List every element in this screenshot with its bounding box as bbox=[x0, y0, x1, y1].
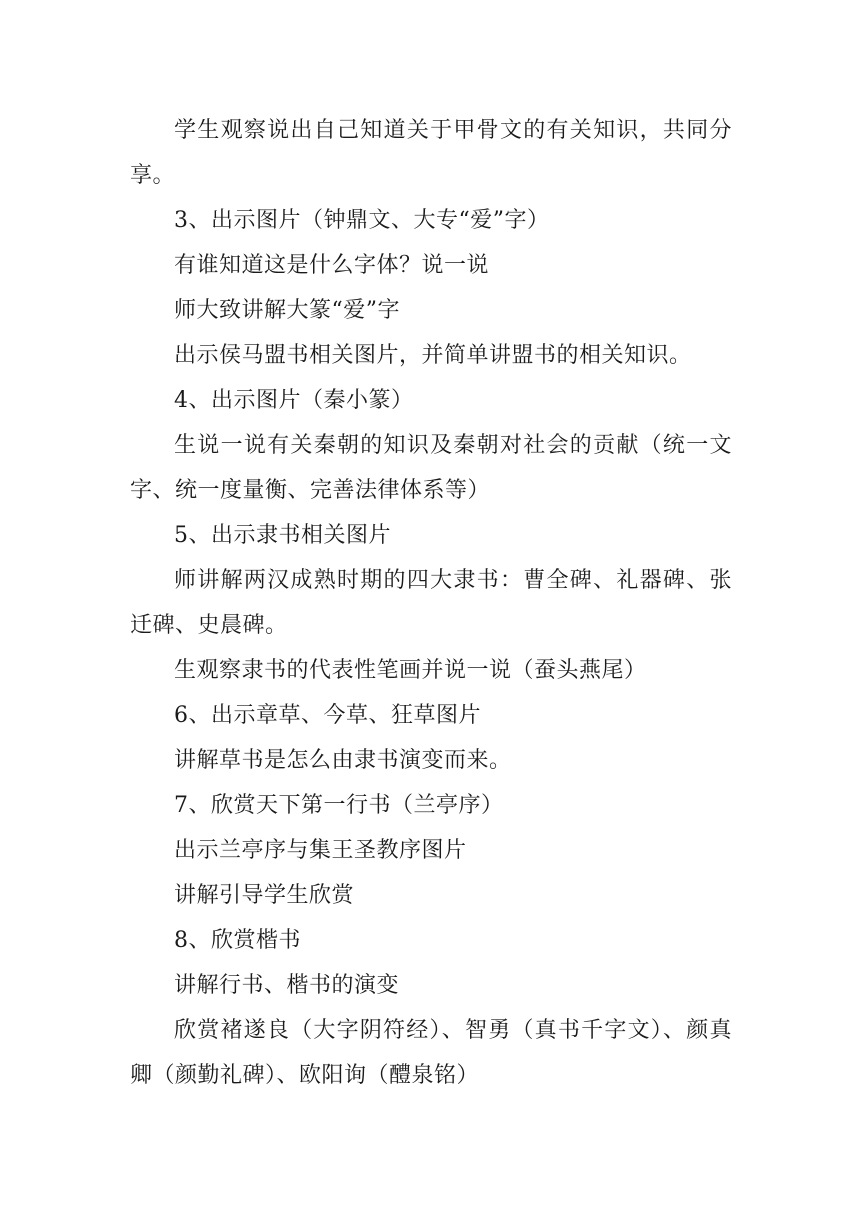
paragraph-qin-contribution: 生说一说有关秦朝的知识及秦朝对社会的贡献（统一文字、统一度量衡、完善法律体系等） bbox=[130, 433, 732, 503]
paragraph-oracle-bone-sharing: 学生观察说出自己知道关于甲骨文的有关知识，共同分享。 bbox=[130, 118, 732, 188]
paragraph-lantingxu-images: 出示兰亭序与集王圣教序图片 bbox=[174, 838, 467, 863]
paragraph-houma-mengshu: 出示侯马盟书相关图片，并简单讲盟书的相关知识。 bbox=[174, 343, 692, 368]
paragraph-kaishu-evolution: 讲解行书、楷书的演变 bbox=[174, 973, 400, 998]
paragraph-step-4: 4、出示图片（秦小篆） bbox=[174, 388, 414, 413]
paragraph-guide-appreciation: 讲解引导学生欣赏 bbox=[174, 883, 355, 908]
paragraph-teacher-dazhuan: 师大致讲解大篆“爱”字 bbox=[174, 298, 400, 323]
paragraph-step-7: 7、欣赏天下第一行书（兰亭序） bbox=[174, 793, 504, 818]
paragraph-step-8: 8、欣赏楷书 bbox=[174, 928, 301, 953]
paragraph-caoshu-evolution: 讲解草书是怎么由隶书演变而来。 bbox=[174, 748, 512, 773]
paragraph-step-6: 6、出示章草、今草、狂草图片 bbox=[174, 703, 481, 728]
paragraph-step-3: 3、出示图片（钟鼎文、大专“爱”字） bbox=[174, 208, 550, 233]
paragraph-question-font: 有谁知道这是什么字体？说一说 bbox=[174, 253, 490, 278]
paragraph-four-lishu: 师讲解两汉成熟时期的四大隶书：曹全碑、礼器碑、张迁碑、史晨碑。 bbox=[130, 568, 732, 638]
paragraph-kaishu-masters: 欣赏褚遂良（大字阴符经）、智勇（真书千字文）、颜真卿（颜勤礼碑）、欧阳询（醴泉铭） bbox=[130, 1018, 732, 1088]
paragraph-lishu-strokes: 生观察隶书的代表性笔画并说一说（蚕头燕尾） bbox=[174, 658, 647, 683]
paragraph-step-5: 5、出示隶书相关图片 bbox=[174, 523, 391, 548]
